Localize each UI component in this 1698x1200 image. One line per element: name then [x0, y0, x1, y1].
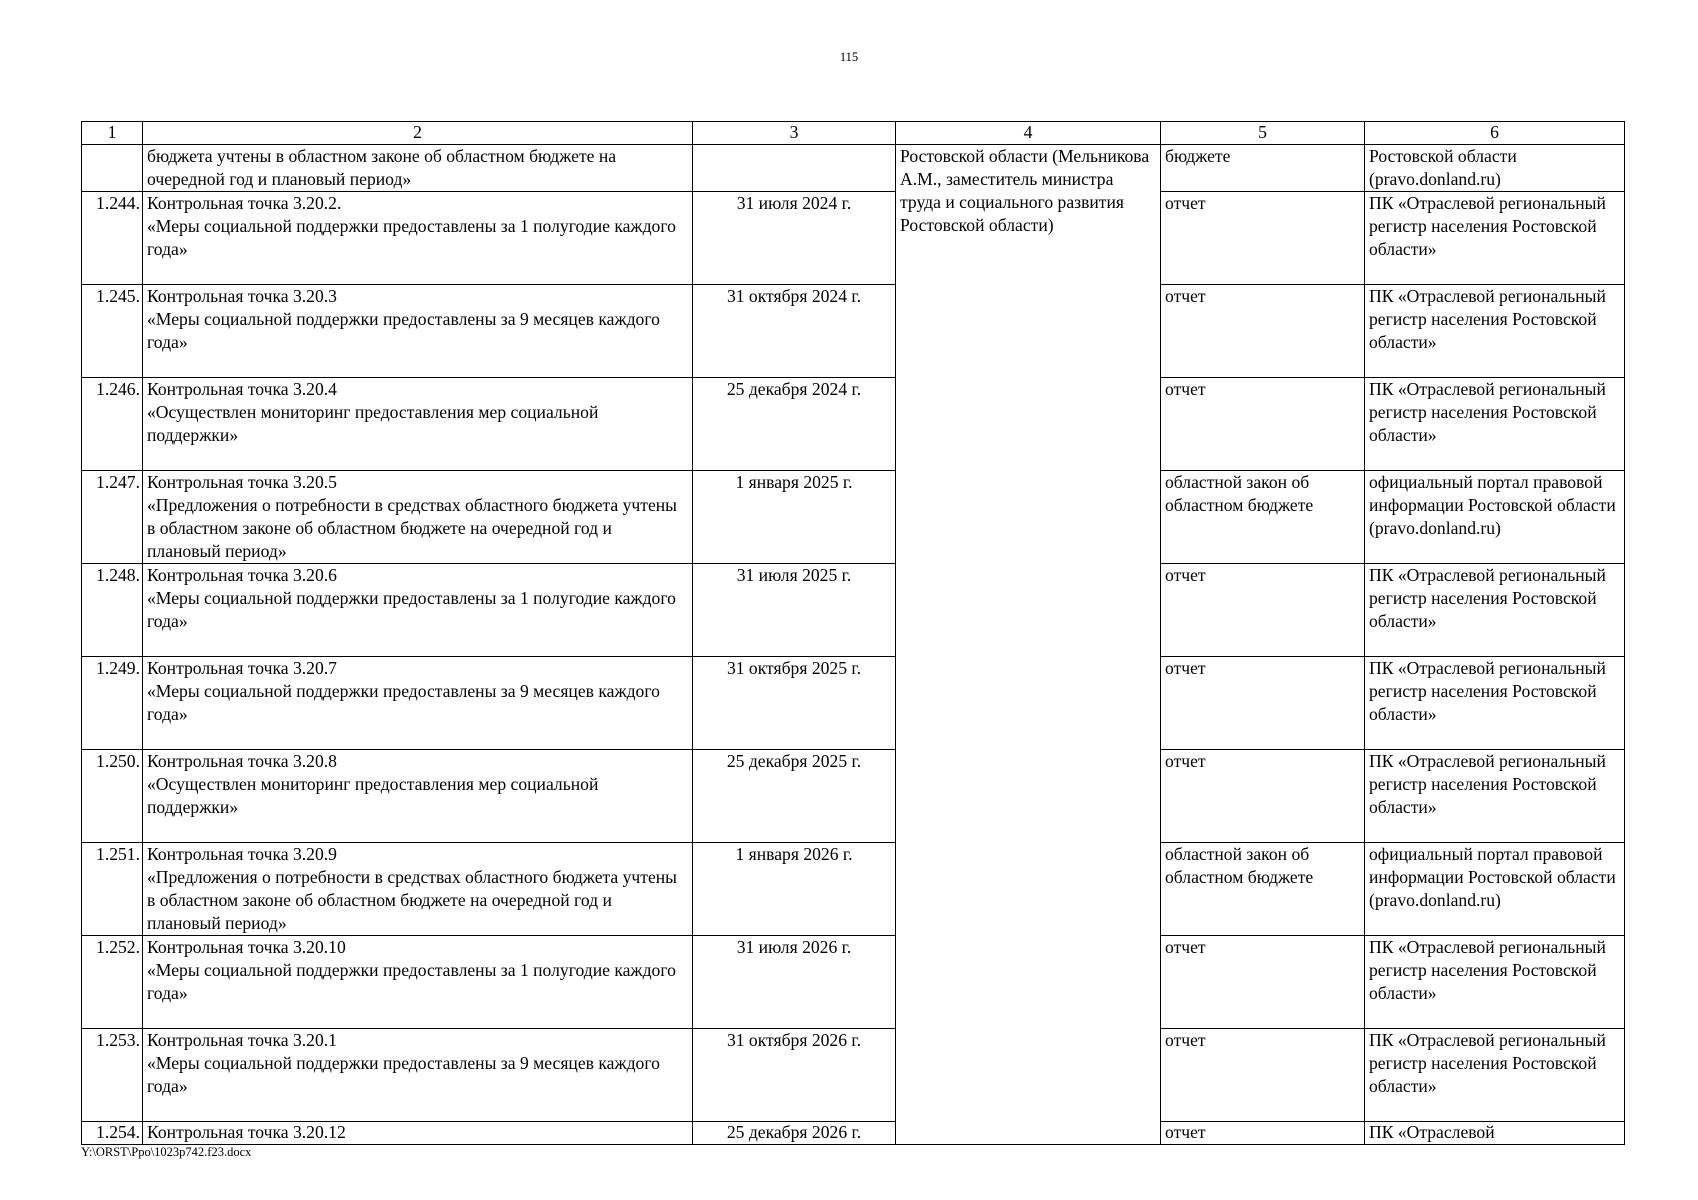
control-point-text: «Меры социальной поддержки предоставлены за 1 полугодие каждого года»: [147, 588, 676, 631]
table-row: [82, 843, 1625, 936]
description-cell: [143, 936, 693, 1029]
description-cell: [143, 378, 693, 471]
form-cell: областной закон об областном бюджете: [1161, 471, 1365, 564]
date-cell: 31 июля 2024 г.: [693, 192, 896, 285]
control-point-title: Контрольная точка 3.20.3: [147, 286, 337, 306]
control-point-text: «Предложения о потребности в средствах областного бюджета учтены в областном законе об областном бюджете на очередной год и плановый период»: [147, 867, 677, 933]
control-point-title: Контрольная точка 3.20.1: [147, 1030, 337, 1050]
control-point-text: «Меры социальной поддержки предоставлены за 9 месяцев каждого года»: [147, 681, 660, 724]
date-cell: 1 января 2025 г.: [693, 471, 896, 564]
header-cell: 1: [82, 122, 143, 145]
table-row: [82, 285, 1625, 378]
description-cell: [143, 471, 693, 564]
control-point-text: «Осуществлен мониторинг предоставления мер социальной поддержки»: [147, 402, 599, 445]
row-number-cell: 1.252.: [82, 936, 143, 1029]
control-point-text: «Меры социальной поддержки предоставлены за 1 полугодие каждого года»: [147, 960, 676, 1003]
table-row: [82, 750, 1625, 843]
date-cell: 31 июля 2025 г.: [693, 564, 896, 657]
control-point-title: Контрольная точка 3.20.5: [147, 472, 337, 492]
form-cell: отчет: [1161, 564, 1365, 657]
source-cell: ПК «Отраслевой региональный регистр населения Ростовской области»: [1365, 750, 1625, 843]
row-number-cell: 1.254.: [82, 1122, 143, 1145]
table-row: [82, 1029, 1625, 1122]
source-cell: ПК «Отраслевой региональный регистр населения Ростовской области»: [1365, 192, 1625, 285]
source-cell: ПК «Отраслевой региональный регистр населения Ростовской области»: [1365, 936, 1625, 1029]
control-point-title: Контрольная точка 3.20.6: [147, 565, 337, 585]
control-point-text: «Предложения о потребности в средствах областного бюджета учтены в областном законе об областном бюджете на очередной год и плановый период»: [147, 495, 677, 561]
control-point-text: «Меры социальной поддержки предоставлены за 9 месяцев каждого года»: [147, 1053, 660, 1096]
header-cell: 4: [896, 122, 1161, 145]
header-cell: 3: [693, 122, 896, 145]
table-row: [82, 145, 1625, 192]
date-cell: 31 октября 2025 г.: [693, 657, 896, 750]
table-row: [82, 564, 1625, 657]
source-cell: ПК «Отраслевой региональный регистр населения Ростовской области»: [1365, 378, 1625, 471]
table-row: [82, 657, 1625, 750]
control-point-text: «Меры социальной поддержки предоставлены за 9 месяцев каждого года»: [147, 309, 660, 352]
control-point-title: Контрольная точка 3.20.10: [147, 937, 346, 957]
page-number: 115: [839, 50, 859, 64]
date-cell: [693, 145, 896, 192]
date-cell: 25 декабря 2024 г.: [693, 378, 896, 471]
date-cell: 31 июля 2026 г.: [693, 936, 896, 1029]
source-cell: Ростовской области (pravo.donland.ru): [1365, 145, 1625, 192]
row-number-cell: 1.245.: [82, 285, 143, 378]
row-number-cell: 1.244.: [82, 192, 143, 285]
source-cell: ПК «Отраслевой региональный регистр населения Ростовской области»: [1365, 1029, 1625, 1122]
description-cell: [143, 750, 693, 843]
form-cell: областной закон об областном бюджете: [1161, 843, 1365, 936]
source-cell: ПК «Отраслевой региональный регистр населения Ростовской области»: [1365, 564, 1625, 657]
header-cell: 5: [1161, 122, 1365, 145]
row-number-cell: 1.250.: [82, 750, 143, 843]
form-cell: отчет: [1161, 285, 1365, 378]
row-number-cell: [82, 145, 143, 192]
date-cell: 25 декабря 2025 г.: [693, 750, 896, 843]
row-number-cell: 1.246.: [82, 378, 143, 471]
description-cell: [143, 564, 693, 657]
control-point-title: Контрольная точка 3.20.7: [147, 658, 337, 678]
description-cell: [143, 657, 693, 750]
row-number-cell: 1.247.: [82, 471, 143, 564]
source-cell: ПК «Отраслевой: [1365, 1122, 1625, 1145]
form-cell: отчет: [1161, 192, 1365, 285]
date-cell: 1 января 2026 г.: [693, 843, 896, 936]
description-cell: [143, 285, 693, 378]
responsible-cell: Ростовской области (Мельникова А.М., заместитель министра труда и социального развития Ростовской области): [896, 145, 1161, 1145]
row-number-cell: 1.249.: [82, 657, 143, 750]
control-points-table: [81, 121, 1625, 1145]
table-row: [82, 192, 1625, 285]
form-cell: отчет: [1161, 936, 1365, 1029]
control-point-text: «Меры социальной поддержки предоставлены за 1 полугодие каждого года»: [147, 216, 676, 259]
header-row: [82, 122, 1625, 145]
form-cell: отчет: [1161, 750, 1365, 843]
date-cell: 31 октября 2026 г.: [693, 1029, 896, 1122]
control-point-title: Контрольная точка 3.20.12: [147, 1122, 346, 1142]
form-cell: отчет: [1161, 657, 1365, 750]
date-cell: 31 октября 2024 г.: [693, 285, 896, 378]
form-cell: бюджете: [1161, 145, 1365, 192]
row-number-cell: 1.251.: [82, 843, 143, 936]
description-cell: [143, 843, 693, 936]
source-cell: официальный портал правовой информации Ростовской области (pravo.donland.ru): [1365, 843, 1625, 936]
control-point-title: Контрольная точка 3.20.8: [147, 751, 337, 771]
table-row: [82, 1122, 1625, 1145]
row-number-cell: 1.248.: [82, 564, 143, 657]
form-cell: отчет: [1161, 378, 1365, 471]
date-cell: 25 декабря 2026 г.: [693, 1122, 896, 1145]
header-cell: 2: [143, 122, 693, 145]
control-point-title: Контрольная точка 3.20.2.: [147, 193, 342, 213]
file-path-footer: Y:\ORST\Ppo\1023p742.f23.docx: [81, 1145, 252, 1159]
control-point-title: Контрольная точка 3.20.9: [147, 844, 337, 864]
description-cell: бюджета учтены в областном законе об областном бюджете на очередной год и плановый период»: [143, 145, 693, 192]
description-cell: [143, 1029, 693, 1122]
table-row: [82, 936, 1625, 1029]
row-number-cell: 1.253.: [82, 1029, 143, 1122]
table-row: [82, 378, 1625, 471]
form-cell: отчет: [1161, 1122, 1365, 1145]
source-cell: ПК «Отраслевой региональный регистр населения Ростовской области»: [1365, 285, 1625, 378]
control-point-text: «Осуществлен мониторинг предоставления мер социальной поддержки»: [147, 774, 599, 817]
description-cell: [143, 1122, 693, 1145]
description-cell: [143, 192, 693, 285]
header-cell: 6: [1365, 122, 1625, 145]
form-cell: отчет: [1161, 1029, 1365, 1122]
control-point-title: Контрольная точка 3.20.4: [147, 379, 337, 399]
source-cell: официальный портал правовой информации Ростовской области (pravo.donland.ru): [1365, 471, 1625, 564]
source-cell: ПК «Отраслевой региональный регистр населения Ростовской области»: [1365, 657, 1625, 750]
table-row: [82, 471, 1625, 564]
